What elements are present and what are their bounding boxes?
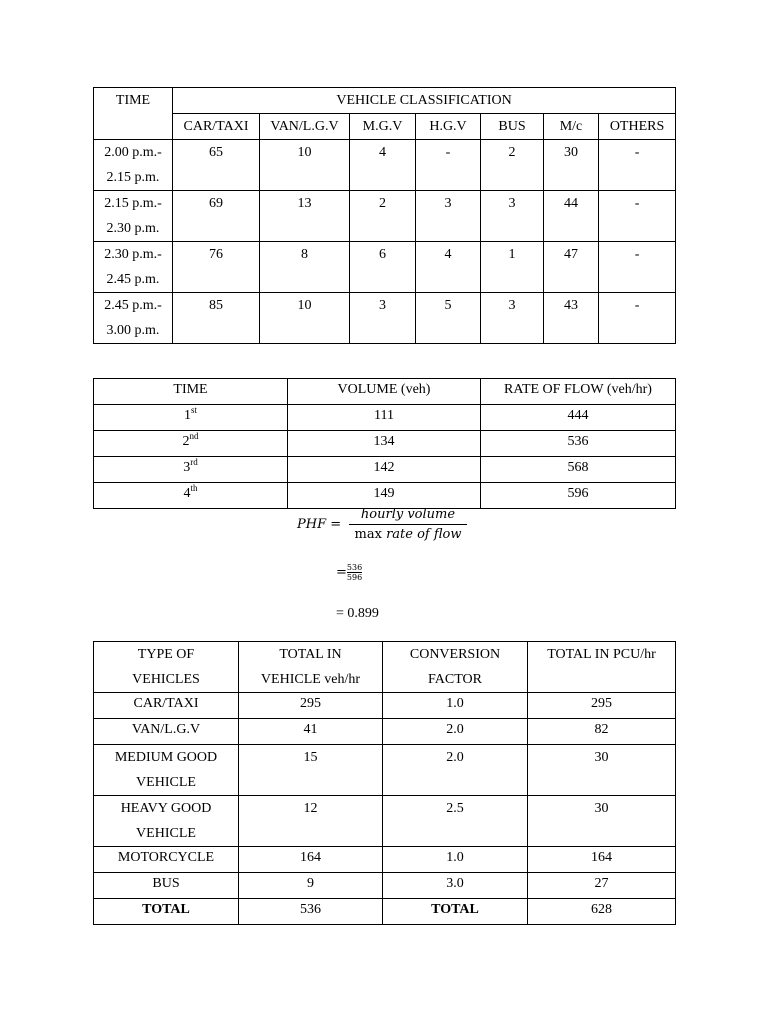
factor-value: 2.0 xyxy=(446,722,464,737)
volume-cell xyxy=(288,431,481,457)
value-cell xyxy=(173,191,260,242)
value-cell xyxy=(350,293,416,344)
value: 3 xyxy=(444,196,452,211)
rate-cell xyxy=(481,483,676,509)
pcu-cell xyxy=(528,719,676,745)
value-cell xyxy=(260,140,350,191)
column-header xyxy=(481,114,544,140)
value: 3 xyxy=(379,298,386,313)
time-end: 2.45 p.m. xyxy=(106,272,160,287)
table-row xyxy=(94,719,676,745)
period-cell xyxy=(94,483,288,509)
vehicle-type: HEAVY GOOD xyxy=(120,801,212,816)
total-cell xyxy=(239,899,383,925)
table-row xyxy=(94,693,676,719)
volume-cell xyxy=(288,405,481,431)
table-row xyxy=(94,431,676,457)
phf-substitution xyxy=(336,563,362,582)
total-value: 41 xyxy=(303,722,318,737)
total-row xyxy=(94,899,676,925)
column-header-label: TOTAL IN PCU/hr xyxy=(547,647,656,662)
column-header-label xyxy=(528,667,675,692)
time-end: 2.30 p.m. xyxy=(106,221,160,236)
substitution-numerator: 536 xyxy=(346,563,363,572)
grand-total-pcu: 628 xyxy=(591,902,612,917)
value-cell xyxy=(599,293,676,344)
phf-formula xyxy=(297,507,497,547)
substitution-denominator: 596 xyxy=(346,573,363,582)
value: 44 xyxy=(564,196,578,211)
column-header xyxy=(94,642,239,693)
total-value: 12 xyxy=(303,801,318,816)
table-row xyxy=(94,796,676,847)
value: 30 xyxy=(564,145,578,160)
factor-value: 3.0 xyxy=(446,876,464,891)
table-row xyxy=(94,457,676,483)
period-number: 4 xyxy=(183,486,191,501)
time-start: 2.15 p.m.- xyxy=(104,196,162,211)
phf-result: = 0.899 xyxy=(336,606,379,621)
value: 5 xyxy=(444,298,452,313)
column-header xyxy=(383,642,528,693)
pcu-cell xyxy=(528,899,676,925)
vehicle-classification-table xyxy=(93,87,676,344)
value: 3 xyxy=(508,298,516,313)
total-value: 295 xyxy=(300,696,321,711)
value-cell xyxy=(599,191,676,242)
period-cell xyxy=(94,431,288,457)
column-header-label: RATE OF FLOW (veh/hr) xyxy=(504,382,652,397)
value-cell xyxy=(173,293,260,344)
column-header xyxy=(528,642,676,693)
value: 47 xyxy=(564,247,578,262)
rate-cell xyxy=(481,405,676,431)
ordinal-suffix: nd xyxy=(189,431,199,441)
table-header-row xyxy=(94,88,676,114)
ordinal-suffix: rd xyxy=(190,457,198,467)
factor-cell xyxy=(383,847,528,873)
table-row xyxy=(94,873,676,899)
factor-cell xyxy=(383,796,528,847)
value-cell xyxy=(173,242,260,293)
table-row xyxy=(94,745,676,796)
value: 69 xyxy=(209,196,223,211)
factor-cell xyxy=(383,873,528,899)
total-label: TOTAL xyxy=(142,902,190,917)
value-cell xyxy=(350,242,416,293)
value-cell xyxy=(416,191,481,242)
time-header xyxy=(94,88,173,140)
volume-value: 149 xyxy=(373,486,395,501)
table-row xyxy=(94,191,676,242)
value: 10 xyxy=(297,145,312,160)
value-cell xyxy=(416,293,481,344)
total-label: TOTAL xyxy=(431,902,479,917)
group-header-label: VEHICLE CLASSIFICATION xyxy=(336,93,512,108)
period-label xyxy=(94,431,287,453)
value: - xyxy=(634,145,640,160)
ordinal-suffix: st xyxy=(190,405,197,415)
volume-value: 111 xyxy=(374,408,394,423)
time-header-label: TIME xyxy=(115,93,151,108)
vehicle-type-cell xyxy=(94,745,239,796)
time-cell xyxy=(94,242,173,293)
value-cell xyxy=(599,140,676,191)
grand-total-value: 536 xyxy=(300,902,321,917)
value-cell xyxy=(481,242,544,293)
column-header xyxy=(260,114,350,140)
total-cell xyxy=(239,796,383,847)
vehicle-type-cell xyxy=(94,693,239,719)
period-label xyxy=(94,405,287,427)
vehicle-type-cell xyxy=(94,719,239,745)
column-header xyxy=(481,379,676,405)
pcu-value: 27 xyxy=(594,876,609,891)
column-header xyxy=(350,114,416,140)
total-value: 164 xyxy=(300,850,321,865)
value: 4 xyxy=(379,145,386,160)
total-value: 15 xyxy=(303,750,318,765)
value: 3 xyxy=(508,196,516,211)
value: - xyxy=(634,196,640,211)
value: 2 xyxy=(508,145,516,160)
vehicle-type-line2: VEHICLE xyxy=(136,775,196,790)
rate-cell xyxy=(481,457,676,483)
factor-value: 1.0 xyxy=(446,696,464,711)
time-end: 2.15 p.m. xyxy=(106,170,160,185)
table-row xyxy=(94,405,676,431)
value-cell xyxy=(260,293,350,344)
rate-value: 536 xyxy=(567,434,589,449)
substitution-fraction xyxy=(347,563,362,582)
value-cell xyxy=(416,140,481,191)
pcu-value: 30 xyxy=(594,750,609,765)
table-row xyxy=(94,483,676,509)
time-cell xyxy=(94,140,173,191)
column-header xyxy=(416,114,481,140)
value: 4 xyxy=(444,247,452,262)
total-label-cell xyxy=(383,899,528,925)
time-start: 2.00 p.m.- xyxy=(104,145,162,160)
column-header-label: M.G.V xyxy=(362,119,403,134)
total-cell xyxy=(239,693,383,719)
column-header-label: H.G.V xyxy=(429,119,467,134)
time-start: 2.45 p.m.- xyxy=(104,298,162,313)
vehicle-type-cell xyxy=(94,796,239,847)
vehicle-type: CAR/TAXI xyxy=(133,696,199,711)
column-header-label: VEHICLES xyxy=(132,672,200,687)
rate-value: 596 xyxy=(567,486,589,501)
value-cell xyxy=(350,140,416,191)
volume-cell xyxy=(288,457,481,483)
time-start: 2.30 p.m.- xyxy=(104,247,162,262)
value: - xyxy=(634,247,640,262)
table-header-row xyxy=(94,379,676,405)
total-cell xyxy=(239,719,383,745)
vehicle-type: VAN/L.G.V xyxy=(131,722,201,737)
max-operator: max xyxy=(354,527,382,542)
total-cell xyxy=(239,873,383,899)
value-cell xyxy=(544,191,599,242)
period-label xyxy=(94,457,287,479)
phf-lhs: PHF = xyxy=(297,517,342,532)
table-row xyxy=(94,847,676,873)
pcu-cell xyxy=(528,847,676,873)
value: 8 xyxy=(301,247,308,262)
value-cell xyxy=(260,242,350,293)
value: 1 xyxy=(508,247,516,262)
vehicle-type-cell xyxy=(94,873,239,899)
pcu-value: 30 xyxy=(594,801,609,816)
column-header-label: TYPE OF xyxy=(137,647,195,662)
period-label xyxy=(94,483,287,505)
column-header xyxy=(544,114,599,140)
vehicle-type-line2: VEHICLE xyxy=(136,826,196,841)
pcu-cell xyxy=(528,873,676,899)
vehicle-type: BUS xyxy=(152,876,180,891)
value-cell xyxy=(481,140,544,191)
column-header xyxy=(239,642,383,693)
ordinal-suffix: th xyxy=(190,483,198,493)
factor-value: 2.0 xyxy=(446,750,464,765)
phf-denominator-text: rate of flow xyxy=(386,527,462,542)
value-cell xyxy=(350,191,416,242)
value: 6 xyxy=(379,247,386,262)
pcu-cell xyxy=(528,745,676,796)
vehicle-type: MEDIUM GOOD xyxy=(114,750,218,765)
column-header-label: BUS xyxy=(498,119,526,134)
period-cell xyxy=(94,405,288,431)
flow-rate-table xyxy=(93,378,676,509)
pcu-cell xyxy=(528,796,676,847)
phf-fraction xyxy=(349,507,467,542)
value: 65 xyxy=(209,145,223,160)
value-cell xyxy=(416,242,481,293)
column-header-label: VEHICLE veh/hr xyxy=(260,672,361,687)
period-cell xyxy=(94,457,288,483)
column-header xyxy=(599,114,676,140)
period-number: 3 xyxy=(183,460,191,475)
period-number: 2 xyxy=(182,434,190,449)
column-header-label: M/c xyxy=(559,119,583,134)
column-header-label: VOLUME (veh) xyxy=(337,382,431,397)
column-header xyxy=(288,379,481,405)
rate-value: 444 xyxy=(567,408,589,423)
vehicle-classification-header xyxy=(173,88,676,114)
table-row xyxy=(94,293,676,344)
column-header-label: TIME xyxy=(173,382,208,397)
column-header-label: CAR/TAXI xyxy=(183,119,249,134)
factor-cell xyxy=(383,693,528,719)
column-header-row xyxy=(94,114,676,140)
value-cell xyxy=(544,140,599,191)
value: 2 xyxy=(379,196,386,211)
column-header xyxy=(173,114,260,140)
time-cell xyxy=(94,191,173,242)
column-header xyxy=(94,379,288,405)
table-row xyxy=(94,242,676,293)
time-end: 3.00 p.m. xyxy=(106,323,160,338)
total-value: 9 xyxy=(307,876,314,891)
value-cell xyxy=(544,293,599,344)
factor-cell xyxy=(383,719,528,745)
value-cell xyxy=(173,140,260,191)
total-cell xyxy=(239,847,383,873)
vehicle-type: MOTORCYCLE xyxy=(117,850,215,865)
factor-cell xyxy=(383,745,528,796)
value: - xyxy=(634,298,640,313)
value: 76 xyxy=(209,247,223,262)
total-label-cell xyxy=(94,899,239,925)
value: - xyxy=(445,145,451,160)
value-cell xyxy=(481,293,544,344)
pcu-value: 164 xyxy=(591,850,612,865)
column-header-label: CONVERSION xyxy=(409,647,501,662)
factor-value: 1.0 xyxy=(446,850,464,865)
volume-cell xyxy=(288,483,481,509)
phf-denominator xyxy=(349,525,467,542)
pcu-value: 295 xyxy=(591,696,612,711)
value-cell xyxy=(544,242,599,293)
value: 10 xyxy=(297,298,312,313)
column-header-label: TOTAL IN xyxy=(279,647,342,662)
table-header-row xyxy=(94,642,676,693)
value-cell xyxy=(599,242,676,293)
column-header-label: FACTOR xyxy=(428,672,482,687)
phf-numerator: hourly volume xyxy=(349,507,467,525)
time-cell xyxy=(94,293,173,344)
column-header-label: OTHERS xyxy=(609,119,665,134)
rate-value: 568 xyxy=(567,460,589,475)
factor-value: 2.5 xyxy=(446,801,464,816)
equals-sign: = xyxy=(336,565,347,580)
value: 43 xyxy=(564,298,578,313)
vehicle-type-cell xyxy=(94,847,239,873)
volume-value: 134 xyxy=(373,434,395,449)
table-row xyxy=(94,140,676,191)
total-cell xyxy=(239,745,383,796)
pcu-conversion-table xyxy=(93,641,676,925)
value-cell xyxy=(481,191,544,242)
value: 85 xyxy=(209,298,223,313)
period-number: 1 xyxy=(183,408,191,423)
column-header-label: VAN/L.G.V xyxy=(270,119,339,134)
volume-value: 142 xyxy=(373,460,395,475)
pcu-value: 82 xyxy=(594,722,609,737)
value: 13 xyxy=(297,196,312,211)
value-cell xyxy=(260,191,350,242)
pcu-cell xyxy=(528,693,676,719)
rate-cell xyxy=(481,431,676,457)
